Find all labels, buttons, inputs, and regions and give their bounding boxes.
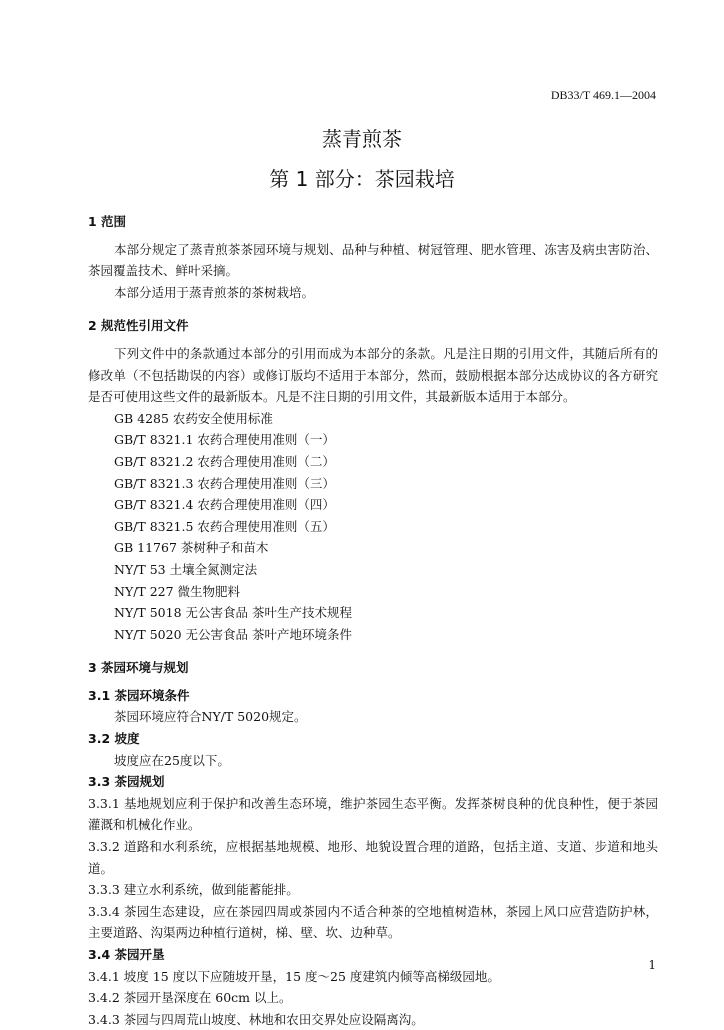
subsection-heading: 3.4 茶园开垦	[88, 947, 165, 962]
reference-list	[88, 408, 658, 646]
reference-item: GB/T 8321.5 农药合理使用准则（五）	[114, 518, 335, 534]
reference-item: NY/T 5020 无公害食品 茶叶产地环境条件	[114, 626, 352, 642]
paragraph: 茶园环境应符合NY/T 5020规定。	[114, 709, 307, 725]
reference-item: GB/T 8321.2 农药合理使用准则（二）	[114, 453, 335, 469]
reference-item: GB 11767 茶树种子和苗木	[114, 540, 269, 556]
document-title: 蒸青煎茶	[322, 127, 402, 151]
reference-item: NY/T 227 微生物肥料	[114, 583, 241, 599]
document-body	[88, 205, 658, 1030]
paragraph: 本部分规定了蒸青煎茶茶园环境与规划、品种与种植、树冠管理、肥水管理、冻害及病虫害防治、茶园覆盖技术、鲜叶采摘。	[88, 241, 658, 279]
section-heading-references: 2 规范性引用文件	[88, 318, 189, 334]
reference-item: GB/T 8321.3 农药合理使用准则（三）	[114, 475, 335, 491]
clause: 3.3.1 基地规划应利于保护和改善生态环境，维护茶园生态平衡。发挥茶树良种的优良种性，便于茶园灌溉和机械化作业。	[88, 795, 658, 833]
standard-code: DB33/T 469.1—2004	[550, 88, 656, 102]
subsection-heading: 3.2 坡度	[88, 731, 140, 747]
clause: 3.3.4 茶园生态建设，应在茶园四周或茶园内不适合种茶的空地植树造林，茶园上风口应营造防护林，主要道路、沟渠两边种植行道树，梯、壁、坎、边种草。	[88, 903, 658, 941]
reference-item: GB/T 8321.4 农药合理使用准则（四）	[114, 497, 335, 513]
page-number: 1	[648, 958, 656, 972]
subsection-heading: 3.3 茶园规划	[88, 774, 165, 790]
paragraph: 下列文件中的条款通过本部分的引用而成为本部分的条款。凡是注日期的引用文件，其随后所有的修改单（不包括勘误的内容）或修订版均不适用于本部分，然而，鼓励根据本部分达成协议的各方研究是否可使用这些文件的最新版本。凡是不注日期的引用文件，其最新版本适用于本部分。	[88, 345, 658, 405]
clause: 3.3.2 道路和水利系统，应根据基地规模、地形、地貌设置合理的道路，包括主道、支道、步道和地头道。	[88, 839, 658, 876]
document-subtitle: 第 1 部分：茶园栽培	[269, 167, 455, 191]
section-heading-environment: 3 茶园环境与规划	[88, 660, 189, 676]
clause: 3.4.3 茶园与四周荒山坡度、林地和农田交界处应设隔离沟。	[88, 1011, 424, 1027]
section-heading-scope: 1 范围	[88, 214, 127, 229]
clause: 3.4.1 坡度 15 度以下应随坡开垦，15 度～25 度建筑内倾等高梯级园地。	[88, 968, 500, 984]
paragraph: 本部分适用于蒸青煎茶的茶树栽培。	[114, 284, 315, 300]
reference-item: NY/T 5018 无公害食品 茶叶生产技术规程	[114, 605, 352, 621]
clause: 3.3.3 建立水利系统，做到能蓄能排。	[88, 882, 299, 898]
subsection-heading: 3.1 茶园环境条件	[88, 687, 190, 703]
paragraph: 坡度应在25度以下。	[114, 752, 230, 768]
clause: 3.4.2 茶园开垦深度在 60cm 以上。	[88, 990, 292, 1006]
reference-item: NY/T 53 土壤全氮测定法	[114, 561, 258, 577]
reference-item: GB/T 8321.1 农药合理使用准则（一）	[114, 432, 335, 448]
reference-item: GB 4285 农药安全使用标准	[114, 410, 273, 426]
